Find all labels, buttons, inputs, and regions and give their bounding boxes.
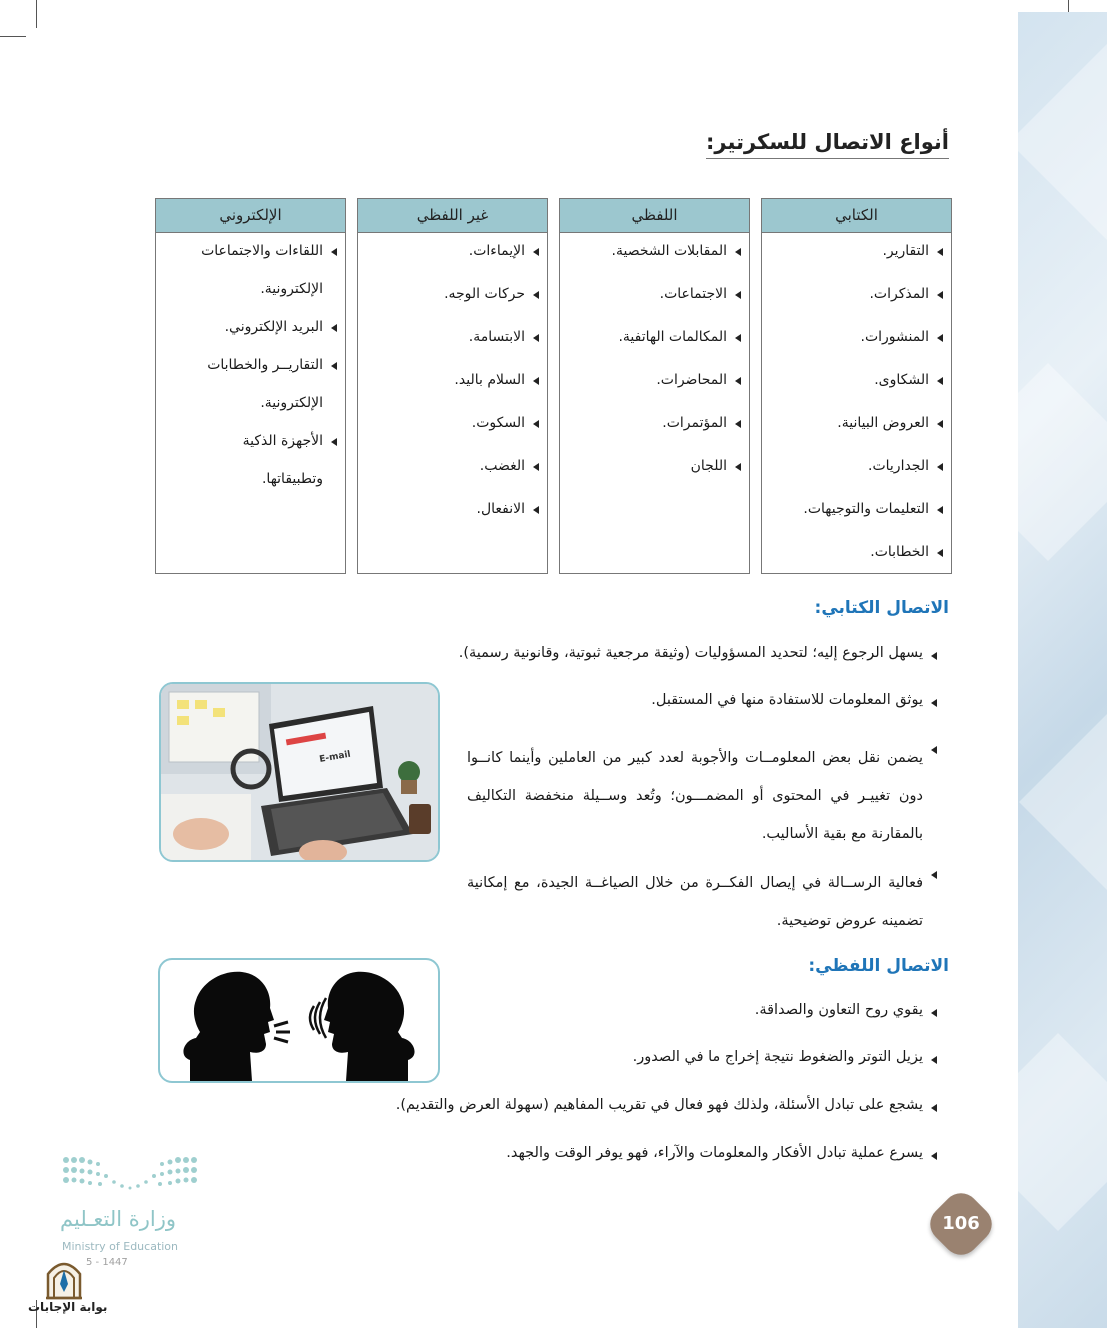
type-column-electronic — [155, 198, 346, 574]
written-bullets — [651, 692, 937, 708]
list-item: المحاضرات. — [566, 370, 741, 391]
list-item: يوثق المعلومات للاستفادة منها في المستقبل. — [651, 692, 937, 708]
list-item: الابتسامة. — [364, 327, 539, 348]
list-item: الغضب. — [364, 456, 539, 477]
list-item: الشكاوى. — [768, 370, 943, 391]
laptop-email-image — [159, 682, 440, 862]
written-bullets — [459, 645, 937, 661]
list-item: المذكرات. — [768, 284, 943, 305]
item-line-1: التقاريــر والخطابات — [207, 357, 323, 373]
verbal-section-title: الاتصال اللفظي: — [808, 956, 949, 976]
site-label: بوابة الإجابات — [28, 1300, 108, 1314]
list-item: العروض البيانية. — [768, 413, 943, 434]
list-item: يضمن نقل بعض المعلومــات والأجوبة لعدد كبير من العاملين وأينما كانــوا دون تغييـر في المحتوى أو المضمـــون؛ وتُعد وســيلة منخفضة التكاليف بالمقارنة مع بقية الأساليب. — [467, 739, 937, 853]
column-header: غير اللفظي — [358, 199, 547, 233]
list-item: الإيماءات. — [364, 241, 539, 262]
list-item: الجداريات. — [768, 456, 943, 477]
item-line-2: الإلكترونية. — [260, 395, 323, 411]
list-item: الانفعال. — [364, 499, 539, 520]
list-item: يزيل التوتر والضغوط نتيجة إخراج ما في الصدور. — [633, 1049, 937, 1065]
list-item: المنشورات. — [768, 327, 943, 348]
item-line-1: البريد الإلكتروني. — [224, 319, 323, 335]
verbal-bullets — [633, 1049, 937, 1065]
written-section-title: الاتصال الكتابي: — [814, 598, 949, 618]
list-item: يشجع على تبادل الأسئلة، ولذلك فهو فعال في تقريب المفاهيم (سهولة العرض والتقديم). — [396, 1097, 937, 1113]
column-list — [156, 233, 345, 490]
list-item: يقوي روح التعاون والصداقة. — [755, 1002, 937, 1018]
list-item: المقابلات الشخصية. — [566, 241, 741, 262]
column-header: اللفظي — [560, 199, 749, 233]
page-number-badge — [923, 1186, 999, 1262]
list-item: التقارير. — [768, 241, 943, 262]
conversation-image — [158, 958, 440, 1083]
list-item — [162, 317, 337, 338]
ministry-name-ar: وزارة التعـليم — [60, 1207, 177, 1231]
communication-types-table — [155, 198, 952, 574]
speaking-heads-icon — [160, 960, 438, 1081]
laptop-screen-text: E-mail — [318, 749, 352, 765]
crop-mark — [0, 36, 26, 37]
column-header: الكتابي — [762, 199, 951, 233]
list-item: الخطابات. — [768, 542, 943, 563]
item-line-2: وتطبيقاتها. — [261, 471, 323, 487]
gateway-logo-icon — [42, 1256, 86, 1300]
list-item: السلام باليد. — [364, 370, 539, 391]
ministry-logo-dots-icon — [58, 1152, 203, 1202]
page-title: أنواع الاتصال للسكرتير: — [706, 130, 949, 159]
laptop-illustration — [161, 684, 438, 860]
verbal-bullets — [396, 1097, 937, 1113]
verbal-bullets — [755, 1002, 937, 1018]
list-item — [162, 241, 337, 300]
written-bullets — [467, 864, 937, 940]
list-item — [162, 355, 337, 414]
list-item: فعالية الرســالة في إيصال الفكــرة من خلال الصياغــة الجيدة، مع إمكانية تضمينه عروض توضيحية. — [467, 864, 937, 940]
type-column-nonverbal — [357, 198, 548, 574]
list-item: التعليمات والتوجيهات. — [768, 499, 943, 520]
column-list — [560, 233, 749, 477]
list-item: المؤتمرات. — [566, 413, 741, 434]
type-column-verbal — [559, 198, 750, 574]
list-item: السكوت. — [364, 413, 539, 434]
column-list — [358, 233, 547, 520]
list-item: يسرع عملية تبادل الأفكار والمعلومات والآراء، فهو يوفر الوقت والجهد. — [506, 1145, 937, 1161]
page-number: 106 — [942, 1213, 980, 1234]
item-line-1: اللقاءات والاجتماعات — [201, 243, 323, 259]
list-item — [162, 431, 337, 490]
item-line-2: الإلكترونية. — [260, 281, 323, 297]
ministry-name-en: Ministry of Education — [62, 1240, 179, 1253]
list-item: الاجتماعات. — [566, 284, 741, 305]
list-item: المكالمات الهاتفية. — [566, 327, 741, 348]
list-item: اللجان — [566, 456, 741, 477]
item-line-1: الأجهزة الذكية — [242, 433, 323, 449]
written-bullets — [467, 739, 937, 853]
column-header: الإلكتروني — [156, 199, 345, 233]
column-list — [762, 233, 951, 563]
list-item: يسهل الرجوع إليه؛ لتحديد المسؤوليات (وثيقة مرجعية ثبوتية، وقانونية رسمية). — [459, 645, 937, 661]
list-item: حركات الوجه. — [364, 284, 539, 305]
ministry-year: 5 - 1447 — [86, 1257, 128, 1268]
crop-mark — [36, 0, 37, 28]
decorative-side-band — [1018, 12, 1107, 1328]
type-column-written — [761, 198, 952, 574]
verbal-bullets — [506, 1145, 937, 1161]
